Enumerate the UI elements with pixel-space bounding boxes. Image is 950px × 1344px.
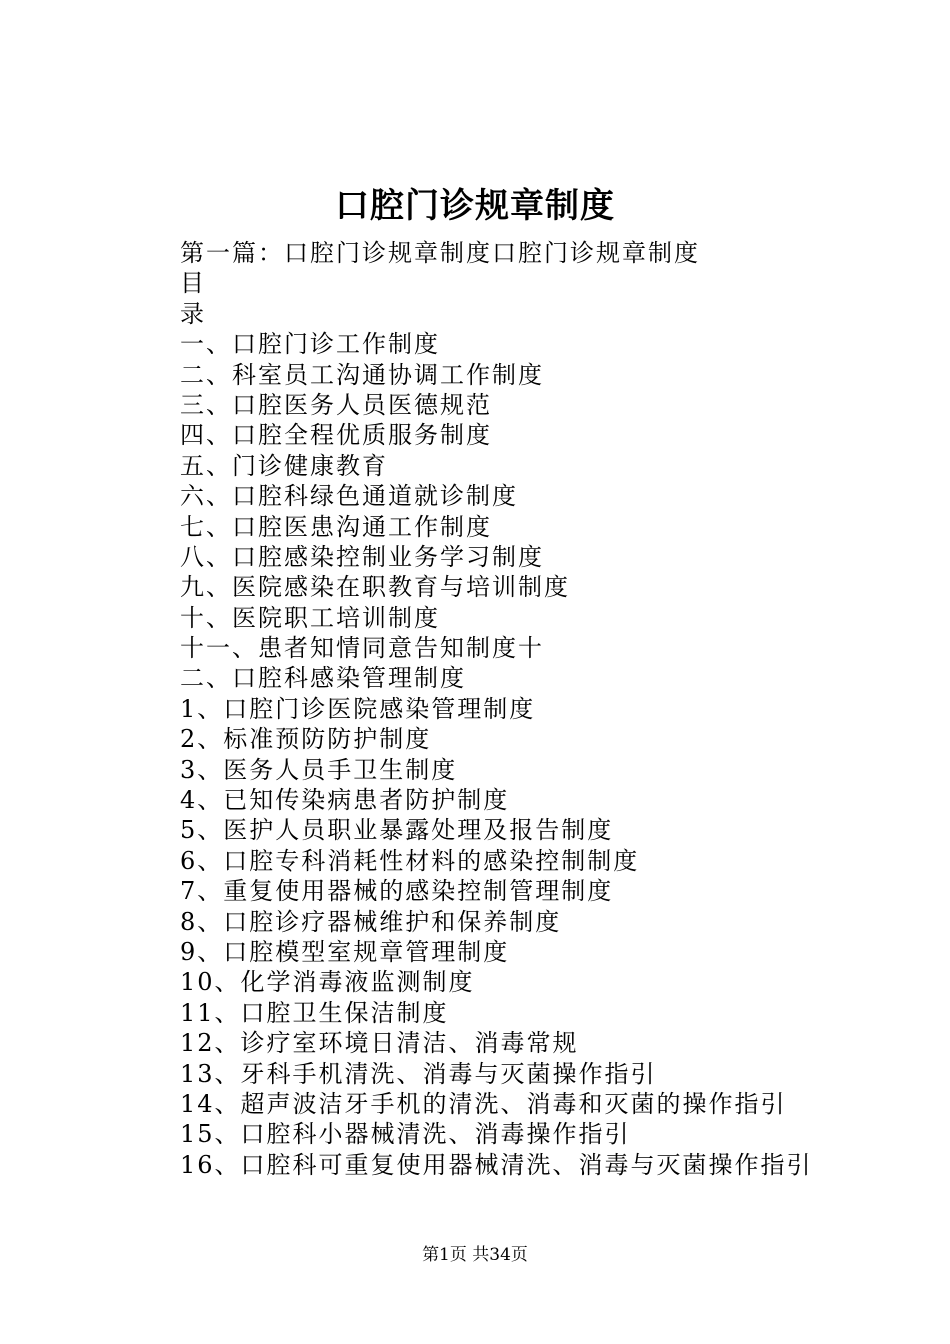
body-line: 十、医院职工培训制度 [180, 603, 440, 632]
body-line: 录 [180, 299, 206, 328]
body-line: 三、口腔医务人员医德规范 [180, 390, 492, 419]
body-line: 九、医院感染在职教育与培训制度 [180, 573, 570, 602]
body-line: 15、口腔科小器械清洗、消毒操作指引 [180, 1120, 631, 1149]
body-line: 五、门诊健康教育 [180, 451, 388, 480]
body-line: 13、牙科手机清洗、消毒与灭菌操作指引 [180, 1059, 657, 1088]
body-line: 11、口腔卫生保洁制度 [180, 998, 449, 1027]
body-line: 9、口腔模型室规章管理制度 [180, 937, 510, 966]
document-body [180, 238, 813, 1180]
body-line: 14、超声波洁牙手机的清洗、消毒和灭菌的操作指引 [180, 1089, 787, 1118]
body-line: 二、科室员工沟通协调工作制度 [180, 360, 544, 389]
body-line: 10、化学消毒液监测制度 [180, 968, 475, 997]
body-line: 六、口腔科绿色通道就诊制度 [180, 482, 518, 511]
body-line: 四、口腔全程优质服务制度 [180, 421, 492, 450]
body-line: 7、重复使用器械的感染控制管理制度 [180, 877, 614, 906]
body-line: 16、口腔科可重复使用器械清洗、消毒与灭菌操作指引 [180, 1150, 813, 1179]
body-line: 1、口腔门诊医院感染管理制度 [180, 694, 536, 723]
body-line: 5、医护人员职业暴露处理及报告制度 [180, 816, 614, 845]
body-line: 目 [180, 269, 206, 298]
body-line: 12、诊疗室环境日清洁、消毒常规 [180, 1029, 579, 1058]
body-line: 十一、患者知情同意告知制度十 [180, 634, 544, 663]
document-title: 口腔门诊规章制度 [335, 186, 615, 226]
page-footer: 第1页 共34页 [422, 1245, 528, 1265]
body-line: 8、口腔诊疗器械维护和保养制度 [180, 907, 562, 936]
body-line: 3、医务人员手卫生制度 [180, 755, 458, 784]
body-line: 七、口腔医患沟通工作制度 [180, 512, 492, 541]
body-line: 6、口腔专科消耗性材料的感染控制制度 [180, 846, 640, 875]
body-line: 二、口腔科感染管理制度 [180, 664, 466, 693]
body-line: 一、口腔门诊工作制度 [180, 330, 440, 359]
body-line: 八、口腔感染控制业务学习制度 [180, 542, 544, 571]
body-line: 第一篇：口腔门诊规章制度口腔门诊规章制度 [180, 239, 700, 267]
body-line: 2、标准预防防护制度 [180, 725, 432, 754]
body-line: 4、已知传染病患者防护制度 [180, 786, 510, 815]
